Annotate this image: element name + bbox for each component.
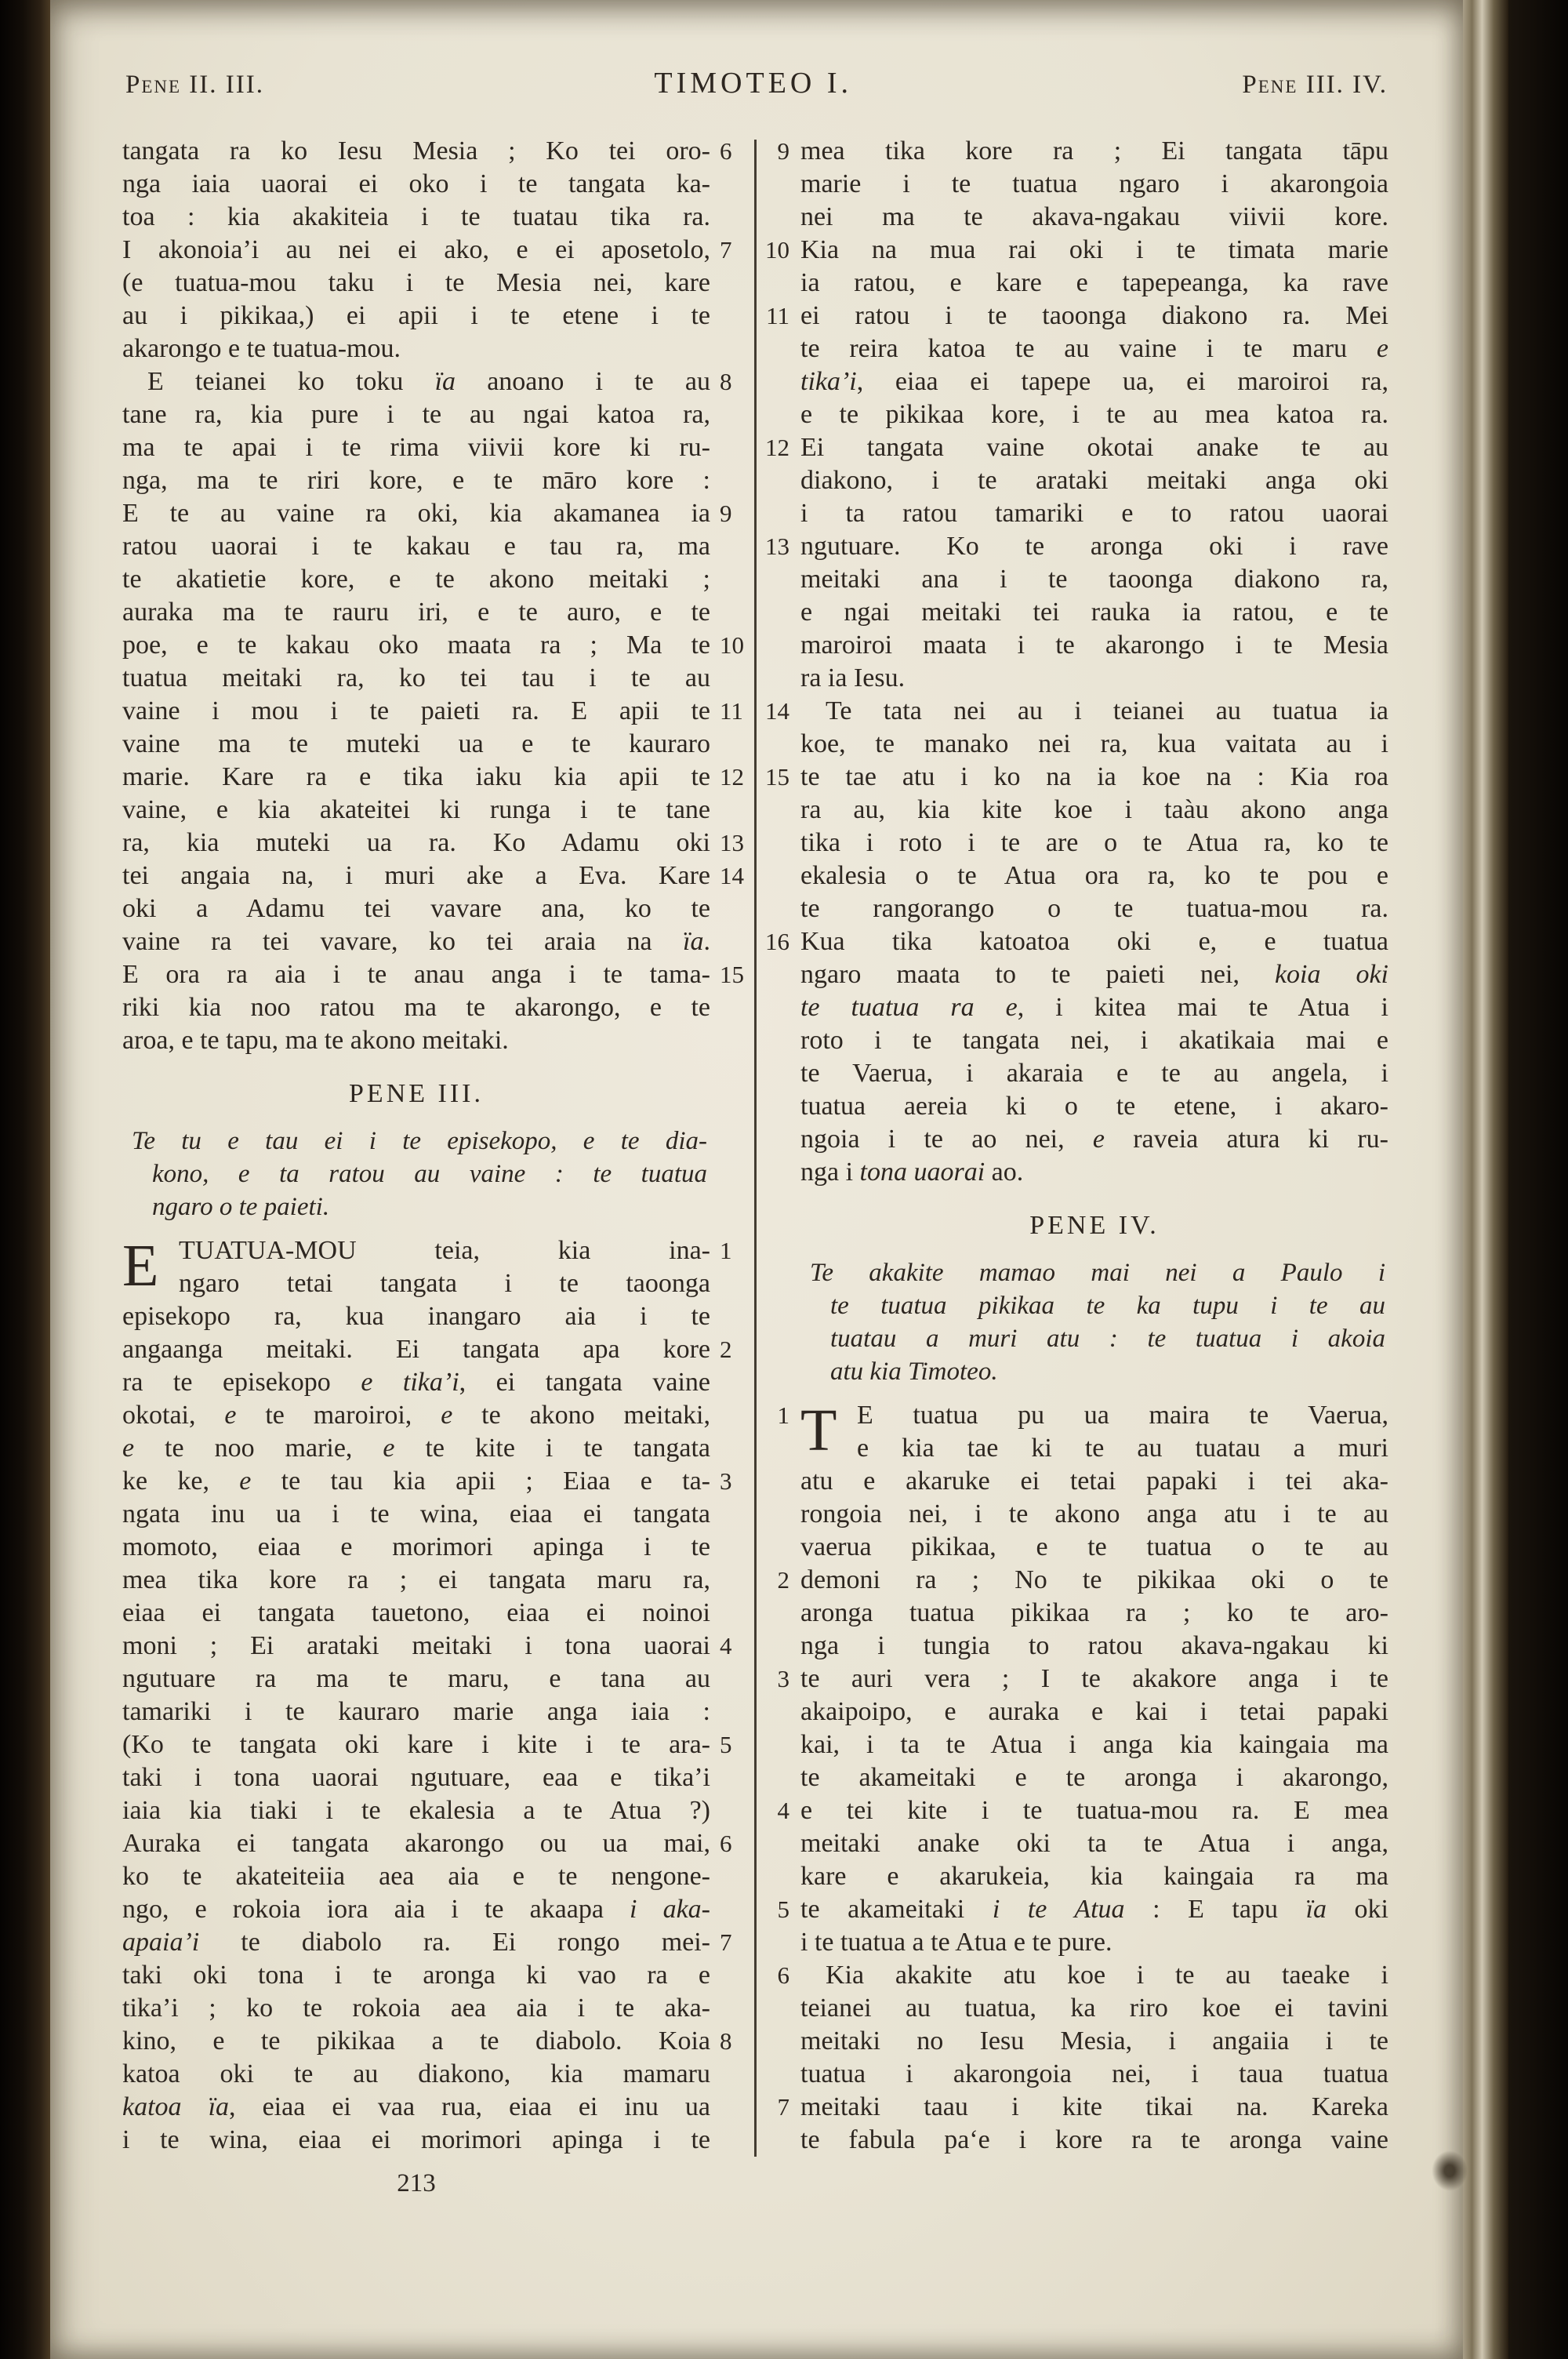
- text-line: [122, 1024, 710, 1057]
- line-text: toa : kia akakiteia i te tuatau tika ra.: [122, 202, 710, 231]
- text-line: [122, 596, 710, 629]
- text-line: [122, 925, 710, 958]
- line-text: apaia’i te diabolo ra. Ei rongo mei-: [122, 1928, 710, 1957]
- line-text: ra, kia muteki ua ra. Ko Adamu oki: [122, 828, 710, 857]
- text-line: [800, 991, 1388, 1024]
- text-line: [800, 1827, 1388, 1860]
- text-line: [122, 1597, 710, 1630]
- line-text: tei angaia na, i muri ake a Eva. Kare: [122, 861, 710, 890]
- text-line: [122, 1992, 710, 2025]
- line-text: aroa, e te tapu, ma te akono meitaki.: [122, 1026, 509, 1055]
- line-text: riki kia noo ratou ma te akarongo, e te: [122, 993, 710, 1022]
- verse-number: 7: [720, 1928, 732, 1956]
- text-line: [800, 2025, 1388, 2058]
- book-title: TIMOTEO I.: [654, 67, 853, 100]
- line-text: (e tuatua-mou taku i te Mesia nei, kare: [122, 268, 710, 297]
- line-text: tika’i, eiaa ei tapepe ua, ei maroiroi ra,: [800, 367, 1388, 396]
- line-text: au i pikikaa,) ei apii i te etene i te: [122, 301, 710, 330]
- line-text: e te noo marie, e te kite i te tangata: [122, 1434, 711, 1463]
- text-line: [800, 1123, 1388, 1156]
- line-text: E teianei ko toku ïa anoano i te au: [147, 367, 710, 396]
- text-line: [122, 1827, 732, 1860]
- text-line: [122, 1696, 710, 1728]
- drop-cap: T: [800, 1398, 837, 1463]
- line-text: te akatietie kore, e te akono meitaki ;: [122, 565, 710, 594]
- line-text: i ta ratou tamariki e to ratou uaorai: [800, 499, 1388, 528]
- line-text: taki i tona uaorai ngutuare, eaa e tika’i: [122, 1763, 710, 1792]
- book-gutter-shadow: [0, 0, 50, 2359]
- line-text: ratou uaorai i te kakau e tau ra, ma: [122, 532, 710, 561]
- line-text: te akameitaki i te Atua : E tapu ïa oki: [800, 1895, 1388, 1924]
- text-line: [800, 827, 1388, 860]
- line-text: te rangorango o te tuatua-mou ra.: [800, 894, 1388, 923]
- verse-number: 1: [777, 1401, 789, 1429]
- text-line: [122, 267, 710, 300]
- text-line: [777, 1959, 1388, 1992]
- line-text: ekalesia o te Atua ora ra, ko te pou e: [800, 861, 1388, 890]
- left-column: [122, 135, 744, 2157]
- line-text: ngoia i te ao nei, e raveia atura ki ru-: [800, 1125, 1388, 1154]
- text-line: [800, 1090, 1388, 1123]
- line-text: rongoia nei, i te akono anga atu i te au: [800, 1499, 1388, 1528]
- line-text: te fabula pa‘e i kore ra te aronga vaine: [800, 2125, 1388, 2154]
- text-line: [122, 168, 710, 201]
- chapter-heading: PENE III.: [349, 1079, 484, 1108]
- text-line: [122, 563, 710, 596]
- line-text: te tuatua ra e, i kitea mai te Atua i: [800, 993, 1388, 1022]
- line-text: i te wina, eiaa ei morimori apinga i te: [122, 2125, 710, 2154]
- line-text: aronga tuatua pikikaa ra ; ko te aro-: [800, 1598, 1388, 1627]
- verse-number: 6: [720, 1830, 732, 1857]
- chapter-heading: PENE IV.: [1029, 1211, 1160, 1240]
- drop-cap: E: [122, 1233, 159, 1299]
- summary-line: Te tu e tau ei i te episekopo, e te dia-: [132, 1127, 707, 1155]
- line-text: vaerua pikikaa, e te tuatua o te au: [800, 1532, 1388, 1561]
- text-line: [777, 1794, 1388, 1827]
- line-text: tangata ra ko Iesu Mesia ; Ko tei oro-: [122, 136, 710, 165]
- line-text: TUATUA-MOU teia, kia ina-: [179, 1236, 710, 1265]
- text-line: [122, 1926, 732, 1959]
- line-text: te tae atu i ko na ia koe na : Kia roa: [800, 762, 1388, 791]
- text-line: [800, 1156, 1388, 1189]
- text-line: [800, 398, 1388, 431]
- summary-line: kono, e ta ratou au vaine : te tuatua: [152, 1160, 707, 1188]
- line-text: te akameitaki e te aronga i akarongo,: [800, 1763, 1388, 1792]
- line-text: ma te apai i te rima viivii kore ki ru-: [122, 433, 710, 462]
- column-divider: [754, 140, 757, 2157]
- text-line: [800, 728, 1388, 761]
- line-text: marie. Kare ra e tika iaku kia apii te: [122, 762, 710, 791]
- text-line: [122, 497, 732, 530]
- line-text: nga iaia uaorai ei oko i te tangata ka-: [122, 169, 710, 198]
- text-line: [800, 1498, 1388, 1531]
- text-line: [122, 234, 732, 267]
- text-line: [765, 695, 1388, 728]
- text-line: [122, 2058, 710, 2091]
- text-line: [122, 695, 743, 728]
- line-text: ke ke, e te tau kia apii ; Eiaa e ta-: [122, 1467, 710, 1496]
- verse-number: 10: [720, 631, 744, 659]
- text-line: [122, 1794, 710, 1827]
- line-text: nga i tona uaorai ao.: [800, 1158, 1024, 1187]
- line-text: Kua tika katoatoa oki e, e tuatua: [800, 927, 1388, 956]
- text-line: [122, 662, 710, 695]
- summary-line: tuatau a muri atu : te tuatua i akoia: [830, 1325, 1385, 1353]
- text-line: [122, 1959, 710, 1992]
- verse-number: 3: [777, 1665, 789, 1692]
- text-line: [122, 530, 710, 563]
- verse-number: 14: [765, 697, 789, 725]
- text-line: [800, 267, 1388, 300]
- text-line: [777, 1663, 1388, 1696]
- page-edge-texture: [1463, 0, 1508, 2359]
- line-text: nei ma te akava-ngakau viivii kore.: [800, 202, 1388, 231]
- line-text: e ngai meitaki tei rauka ia ratou, e te: [800, 598, 1388, 627]
- line-text: kare e akarukeia, kia kaingaia ra ma: [800, 1862, 1388, 1891]
- right-column: [765, 135, 1388, 2157]
- summary-line: te tuatua pikikaa te ka tupu i te au: [830, 1292, 1385, 1320]
- line-text: koe, te manako nei ra, kua vaitata au i: [800, 729, 1388, 758]
- text-line: [800, 464, 1388, 497]
- chapter-summary: [122, 1125, 710, 1223]
- verse-number: 3: [720, 1467, 732, 1495]
- text-line: [800, 497, 1388, 530]
- text-line: [800, 333, 1388, 365]
- line-text: meitaki taau i kite tikai na. Kareka: [800, 2092, 1388, 2121]
- line-text: kino, e te pikikaa a te diabolo. Koia: [122, 2026, 710, 2055]
- text-line: [800, 662, 1388, 695]
- verse-number: 6: [777, 1961, 789, 1989]
- text-line: [777, 2091, 1388, 2124]
- line-text: tamariki i te kauraro marie anga iaia :: [122, 1697, 710, 1726]
- text-line: [800, 1992, 1388, 2025]
- line-text: tane ra, kia pure i te au ngai katoa ra,: [122, 400, 710, 429]
- text-line: [800, 2124, 1388, 2157]
- verse-number: 13: [765, 533, 789, 560]
- line-text: marie i te tuatua ngaro i akarongoia: [800, 169, 1388, 198]
- text-line: [800, 1696, 1388, 1728]
- page-header: [50, 0, 1463, 100]
- text-line: [800, 892, 1388, 925]
- text-line: [122, 1399, 710, 1432]
- line-text: nga, ma te riri kore, e te māro kore :: [122, 466, 710, 495]
- line-text: I akonoia’i au nei ei ako, e ei aposetolo,: [122, 235, 710, 264]
- verse-number: 7: [777, 2093, 789, 2121]
- line-text: kai, i ta te Atua i anga kia kaingaia ma: [800, 1730, 1388, 1759]
- text-line: [800, 201, 1388, 234]
- line-text: angaanga meitaki. Ei tangata apa kore: [122, 1335, 710, 1364]
- line-text: tuatua aereia ki o te etene, i akaro-: [800, 1092, 1388, 1121]
- line-text: akaipoipo, e auraka e kai i tetai papaki: [800, 1697, 1388, 1726]
- line-text: meitaki ana i te taoonga diakono ra,: [800, 565, 1388, 594]
- line-text: ngaro maata to te paieti nei, koia oki: [800, 960, 1388, 989]
- verse-number: 7: [720, 236, 732, 264]
- line-text: meitaki anake oki ta te Atua i anga,: [800, 1829, 1388, 1858]
- line-text: roto i te tangata nei, i akatikaia mai e: [800, 1026, 1388, 1055]
- line-text: poe, e te kakau oko maata ra ; Ma te: [122, 631, 710, 660]
- verse-number: 13: [720, 829, 744, 856]
- line-text: diakono, i te arataki meitaki anga oki: [800, 466, 1388, 495]
- text-line: [800, 1926, 1388, 1959]
- text-line: [122, 827, 744, 860]
- line-text: ngutuare. Ko te aronga oki i rave: [800, 532, 1388, 561]
- text-line: [777, 1564, 1388, 1597]
- verse-number: 5: [720, 1731, 732, 1758]
- line-text: Kia akakite atu koe i te au taeake i: [826, 1961, 1388, 1990]
- line-text: vaine, e kia akateitei ki runga i te tane: [122, 795, 710, 824]
- summary-line: atu kia Timoteo.: [830, 1358, 998, 1386]
- text-line: [800, 1057, 1388, 1090]
- verse-number: 11: [720, 697, 743, 725]
- text-line: [800, 596, 1388, 629]
- line-text: moni ; Ei arataki meitaki i tona uaorai: [122, 1631, 710, 1660]
- line-text: ia ratou, e kare e tapepeanga, ka rave: [800, 268, 1388, 297]
- line-text: mea tika kore ra ; ei tangata maru ra,: [122, 1565, 710, 1594]
- line-text: ra ia Iesu.: [800, 663, 906, 692]
- line-text: vaine ra tei vavare, ko tei araia na ïa.: [122, 927, 710, 956]
- text-line: [122, 1498, 710, 1531]
- line-text: ngo, e rokoia iora aia i te akaapa i aka-: [122, 1895, 710, 1924]
- text-line: [800, 860, 1388, 892]
- text-line: [122, 1564, 710, 1597]
- verse-number: 9: [777, 137, 789, 165]
- line-text: meitaki no Iesu Mesia, i angaiia i te: [800, 2026, 1388, 2055]
- line-text: katoa oki te au diakono, kia mamaru: [122, 2059, 710, 2088]
- text-line: [122, 431, 710, 464]
- line-text: Kia na mua rai oki i te timata marie: [800, 235, 1388, 264]
- text-line: [800, 1597, 1388, 1630]
- verse-number: 15: [765, 763, 789, 791]
- verse-number: 4: [777, 1797, 789, 1824]
- text-line: [800, 1465, 1388, 1498]
- text-line: [122, 1333, 732, 1366]
- line-text: oki a Adamu tei vavare ana, ko te: [122, 894, 710, 923]
- line-text: katoa ïa, eiaa ei vaa rua, eiaa ei inu ua: [122, 2092, 710, 2121]
- text-line: [122, 1663, 710, 1696]
- line-text: eiaa ei tangata tauetono, eiaa ei noinoi: [122, 1598, 710, 1627]
- text-line: [122, 629, 744, 662]
- text-line: [122, 1300, 710, 1333]
- line-text: momoto, eiaa e morimori apinga i te: [122, 1532, 710, 1561]
- verse-number: 1: [720, 1237, 732, 1264]
- line-text: vaine i mou i te paieti ra. E apii te: [122, 696, 710, 725]
- chapter-summary: [800, 1256, 1388, 1388]
- text-line: [122, 958, 744, 991]
- text-line: [777, 1893, 1388, 1926]
- line-text: tuatua meitaki ra, ko tei tau i te au: [122, 663, 710, 692]
- text-line: [800, 1761, 1388, 1794]
- text-line: [122, 201, 710, 234]
- line-text: (Ko te tangata oki kare i kite i te ara-: [122, 1730, 710, 1759]
- line-text: taki oki tona i te aronga ki vao ra e: [122, 1961, 710, 1990]
- text-line: [800, 1531, 1388, 1564]
- verse-number: 6: [720, 137, 732, 165]
- verse-number: 4: [720, 1632, 732, 1659]
- line-text: E ora ra aia i te anau anga i te tama-: [122, 960, 710, 989]
- text-line: [800, 794, 1388, 827]
- verse-number: 8: [720, 368, 732, 395]
- verse-number: 14: [720, 862, 744, 889]
- line-text: te Vaerua, i akaraia e te au angela, i: [800, 1059, 1388, 1088]
- verse-number: 2: [720, 1336, 732, 1363]
- line-text: tuatua i akarongoia nei, i taua tuatua: [800, 2059, 1388, 2088]
- text-line: [765, 925, 1388, 958]
- line-text: auraka ma te rauru iri, e te auro, e te: [122, 598, 710, 627]
- scan-artifact: [1432, 2150, 1468, 2191]
- text-line: [122, 1893, 710, 1926]
- text-line: [122, 300, 710, 333]
- text-line: [122, 892, 710, 925]
- text-line: [122, 1267, 710, 1300]
- text-columns: [50, 100, 1463, 2157]
- line-text: mea tika kore ra ; Ei tangata tāpu: [800, 136, 1388, 165]
- line-text: ei ratou i te taoonga diakono ra. Mei: [800, 301, 1388, 330]
- running-head-right: Pene III. IV.: [1242, 71, 1388, 99]
- line-text: maroiroi maata i te akarongo i te Mesia: [800, 631, 1388, 660]
- verse-number: 15: [720, 961, 744, 988]
- text-line: [800, 563, 1388, 596]
- line-text: nga i tungia to ratou akava-ngakau ki: [800, 1631, 1388, 1660]
- text-line: [122, 991, 710, 1024]
- line-text: akarongo e te tuatua-mou.: [122, 334, 401, 363]
- line-text: E tuatua pu ua maira te Vaerua,: [857, 1401, 1388, 1430]
- text-line: [122, 2124, 710, 2157]
- running-head-left: Pene II. III.: [125, 71, 265, 99]
- text-line: [800, 629, 1388, 662]
- text-line: [122, 135, 732, 168]
- line-text: demoni ra ; No te pikikaa oki o te: [800, 1565, 1388, 1594]
- text-line: [765, 530, 1388, 563]
- line-text: te auri vera ; I te akakore anga i te: [800, 1664, 1388, 1693]
- line-text: ra au, kia kite koe i taàu akono anga: [800, 795, 1388, 824]
- line-text: ra te episekopo e tika’i, ei tangata vaine: [122, 1368, 710, 1397]
- text-line: [800, 168, 1388, 201]
- text-line: [800, 1630, 1388, 1663]
- line-text: teianei au tuatua, ka riro koe ei tavini: [800, 1994, 1388, 2023]
- text-line: [765, 761, 1388, 794]
- text-line: [122, 860, 744, 892]
- line-text: i te tuatua a te Atua e te pure.: [800, 1928, 1112, 1957]
- text-line: [800, 2058, 1388, 2091]
- text-line: [800, 1432, 1388, 1465]
- text-line: [122, 1465, 732, 1498]
- text-line: [800, 365, 1388, 398]
- line-text: e te pikikaa kore, i te au mea katoa ra.: [800, 400, 1388, 429]
- line-text: Auraka ei tangata akarongo ou ua mai,: [122, 1829, 710, 1858]
- text-line: [800, 1024, 1388, 1057]
- line-text: ngaro tetai tangata i te taoonga: [179, 1269, 710, 1298]
- book-page: [50, 0, 1463, 2359]
- text-line: [122, 1366, 710, 1399]
- summary-line: Te akakite mamao mai nei a Paulo i: [810, 1259, 1385, 1287]
- verse-number: 10: [765, 236, 789, 264]
- line-text: atu e akaruke ei tetai papaki i tei aka-: [800, 1467, 1388, 1496]
- line-text: te reira katoa te au vaine i te maru e: [800, 334, 1388, 363]
- line-text: Ei tangata vaine okotai anake te au: [800, 433, 1388, 462]
- line-text: vaine ma te muteki ua e te kauraro: [122, 729, 710, 758]
- text-line: [777, 135, 1388, 168]
- line-text: okotai, e te maroiroi, e te akono meitaki,: [122, 1401, 710, 1430]
- line-text: episekopo ra, kua inangaro aia i te: [122, 1302, 710, 1331]
- text-line: [122, 2025, 732, 2058]
- text-line: [122, 2091, 710, 2124]
- text-line: [122, 365, 732, 398]
- line-text: ko te akateiteiia aea aia e te nengone-: [122, 1862, 710, 1891]
- text-line: [800, 1728, 1388, 1761]
- verse-number: 5: [777, 1896, 789, 1923]
- verse-number: 16: [765, 928, 789, 955]
- scan-background-right: [1508, 0, 1568, 2359]
- text-line: [122, 794, 710, 827]
- verse-number: 12: [765, 434, 789, 461]
- text-line: [122, 398, 710, 431]
- summary-line: ngaro o te paieti.: [152, 1193, 330, 1221]
- verse-number: 2: [777, 1566, 789, 1594]
- text-line: [765, 234, 1388, 267]
- text-line: [766, 300, 1388, 333]
- text-line: [122, 464, 710, 497]
- text-line: [122, 761, 744, 794]
- verse-number: 8: [720, 2027, 732, 2055]
- page-number: 213: [397, 2169, 436, 2197]
- line-text: ngata inu ua i te wina, eiaa ei tangata: [122, 1499, 710, 1528]
- line-text: tika’i ; ko te rokoia aea aia i te aka-: [122, 1994, 710, 2023]
- line-text: e tei kite i te tuatua-mou ra. E mea: [800, 1796, 1388, 1825]
- line-text: Te tata nei au i teianei au tuatua ia: [826, 696, 1388, 725]
- text-line: [122, 1761, 710, 1794]
- text-line: [800, 958, 1388, 991]
- text-line: [122, 1630, 732, 1663]
- line-text: tika i roto i te are o te Atua ra, ko te: [800, 828, 1388, 857]
- verse-number: 9: [720, 500, 732, 527]
- line-text: e kia tae ki te au tuatau a muri: [857, 1434, 1388, 1463]
- verse-number: 12: [720, 763, 744, 791]
- text-line: [800, 1860, 1388, 1893]
- text-line: [122, 728, 710, 761]
- line-text: E te au vaine ra oki, kia akamanea ia: [122, 499, 710, 528]
- text-line: [122, 1531, 710, 1564]
- line-text: iaia kia tiaki i te ekalesia a te Atua ?): [122, 1796, 710, 1825]
- verse-number: 11: [766, 302, 789, 329]
- text-line: [122, 1860, 710, 1893]
- line-text: ngutuare ra ma te maru, e tana au: [122, 1664, 710, 1693]
- text-line: [122, 1432, 710, 1465]
- text-line: [765, 431, 1388, 464]
- text-line: [122, 1728, 732, 1761]
- text-line: [122, 333, 710, 365]
